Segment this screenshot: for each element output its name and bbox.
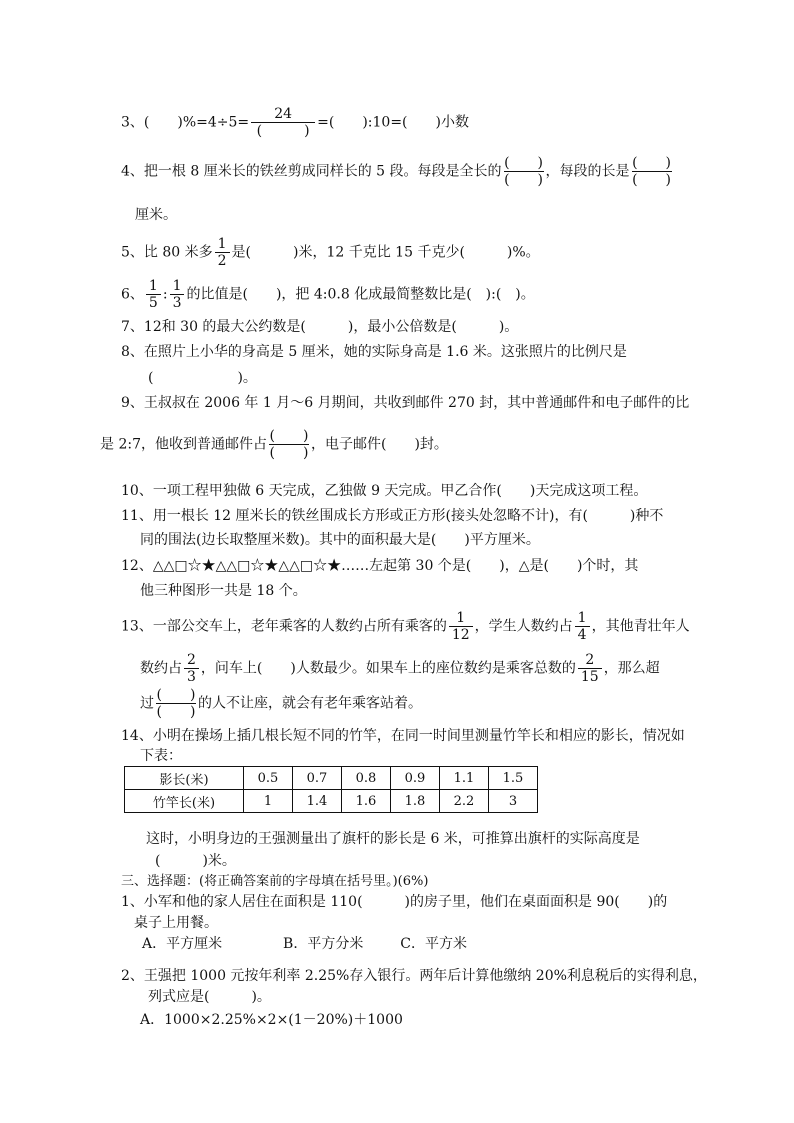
row-header: 竹竿长(米): [125, 790, 244, 813]
table-row: [125, 790, 538, 813]
question-12-cont: 他三种图形一共是 18 个。: [140, 583, 307, 599]
question-10: 10、一项工程甲独做 6 天完成，乙独做 9 天完成。甲乙合作( )天完成这项工程。: [121, 483, 648, 499]
question-14-blank[interactable]: ( )米。: [155, 853, 236, 869]
choice-options: [142, 935, 467, 953]
answer-fraction-blank[interactable]: $\frac{( )}{( )}$: [269, 428, 309, 461]
fraction: $\frac{1}{2}$: [215, 236, 230, 269]
row-header: 影长(米): [125, 767, 244, 790]
question-5: 5、比 80 米多 $\frac{1}{2}$ 是( )米，12 千克比 15 千克少( )%。: [121, 236, 540, 269]
table-cell: 1.8: [391, 790, 440, 813]
question-13-cont2: 过 $\frac{( )}{( )}$ 的人不让座，就会有老年乘客站着。: [140, 687, 422, 720]
question-8: 8、在照片上小华的身高是 5 厘米，她的实际身高是 1.6 米。这张照片的比例尺是: [121, 344, 627, 360]
option-a[interactable]: A．平方厘米: [142, 936, 223, 952]
option-b[interactable]: B．平方分米: [283, 936, 364, 952]
table-row: [125, 767, 538, 790]
fraction: $\frac{1}{12}$: [449, 610, 473, 643]
question-6: 6、 $\frac{1}{5}$ : $\frac{1}{3}$ 的比值是( )，把 4:0.8 化成最简整数比是( ):( )。: [121, 278, 535, 311]
shadow-length-table: [124, 766, 538, 813]
table-cell: 0.5: [244, 767, 293, 790]
option-a[interactable]: A．1000×2.25%×2×(1－20%)＋1000: [140, 1012, 403, 1028]
option-c[interactable]: C．平方米: [400, 936, 467, 952]
table-cell: 1: [244, 790, 293, 813]
table-cell: 1.6: [342, 790, 391, 813]
choice-question-1: 1、小军和他的家人居住在面积是 110( )的房子里，他们在桌面面积是 90( )的: [121, 894, 668, 910]
fraction: $\frac{1}{5}$: [146, 278, 161, 311]
fraction: $\frac{2}{3}$: [184, 652, 199, 685]
table-cell: 0.7: [293, 767, 342, 790]
answer-fraction-blank[interactable]: $\frac{( )}{( )}$: [504, 155, 543, 188]
question-4-cont: 厘米。: [135, 207, 177, 223]
section-heading: 三、选择题：(将正确答案前的字母填在括号里。)(6%): [121, 874, 429, 889]
fraction: $\frac{1}{4}$: [575, 610, 590, 643]
question-13: 13、一部公交车上，老年乘客的人数约占所有乘客的 $\frac{1}{12}$ ，学生人数约占 $\frac{1}{4}$ ，其他青壮年人: [121, 610, 690, 643]
question-11-cont: 同的围法(边长取整厘米数)。其中的面积最大是( )平方厘米。: [140, 532, 540, 548]
question-8-blank[interactable]: ( )。: [148, 370, 257, 386]
fraction: $\frac{1}{3}$: [170, 278, 185, 311]
table-cell: 1.1: [440, 767, 489, 790]
table-cell: 1.5: [489, 767, 538, 790]
question-4: 4、把一根 8 厘米长的铁丝剪成同样长的 5 段。每段是全长的 $\frac{( )}{( )}$ ，每段的长是 $\frac{( )}{( )}$: [121, 155, 671, 188]
answer-fraction-blank[interactable]: $\frac{( )}{( )}$: [632, 155, 671, 188]
table-cell: 3: [489, 790, 538, 813]
choice-question-1-cont: 桌子上用餐。: [134, 915, 218, 931]
choice-question-2: 2、王强把 1000 元按年利率 2.25%存入银行。两年后计算他缴纳 20%利息税后的实得利息，: [121, 968, 707, 984]
fraction: $\frac{24}{( )}$: [251, 106, 315, 139]
question-14-followup: 这时，小明身边的王强测量出了旗杆的影长是 6 米，可推算出旗杆的实际高度是: [146, 831, 640, 847]
question-14: 14、小明在操场上插几根长短不同的竹竿，在同一时间里测量竹竿长和相应的影长，情况如: [121, 728, 685, 744]
table-cell: 0.9: [391, 767, 440, 790]
question-14-cont: 下表：: [140, 748, 182, 764]
choice-question-2-cont: 列式应是( )。: [148, 989, 271, 1005]
question-12: 12、△△□☆★△△□☆★△△□☆★……左起第 30 个是( )，△是( )个时，其: [121, 558, 639, 574]
table-cell: 0.8: [342, 767, 391, 790]
question-3: 3、( )%=4÷5= $\frac{24}{( )}$ =( ):10=( )小数: [121, 106, 469, 139]
question-11: 11、用一根长 12 厘米长的铁丝围成长方形或正方形(接头处忽略不计)，有( )种不: [121, 508, 664, 524]
question-7: 7、12和 30 的最大公约数是( )，最小公倍数是( )。: [121, 319, 519, 335]
question-13-cont: 数约占 $\frac{2}{3}$ ，问车上( )人数最少。如果车上的座位数约是乘客总数的 $\frac{2}{15}$ ，那么超: [140, 652, 660, 685]
question-9-cont: 是 2:7，他收到普通邮件占 $\frac{( )}{( )}$ ，电子邮件( )封。: [100, 428, 448, 461]
table-cell: 1.4: [293, 790, 342, 813]
answer-fraction-blank[interactable]: $\frac{( )}{( )}$: [156, 687, 196, 720]
table-cell: 2.2: [440, 790, 489, 813]
question-9: 9、王叔叔在 2006 年 1 月～6 月期间，共收到邮件 270 封，其中普通邮件和电子邮件的比: [121, 395, 690, 411]
fraction: $\frac{2}{15}$: [578, 652, 602, 685]
